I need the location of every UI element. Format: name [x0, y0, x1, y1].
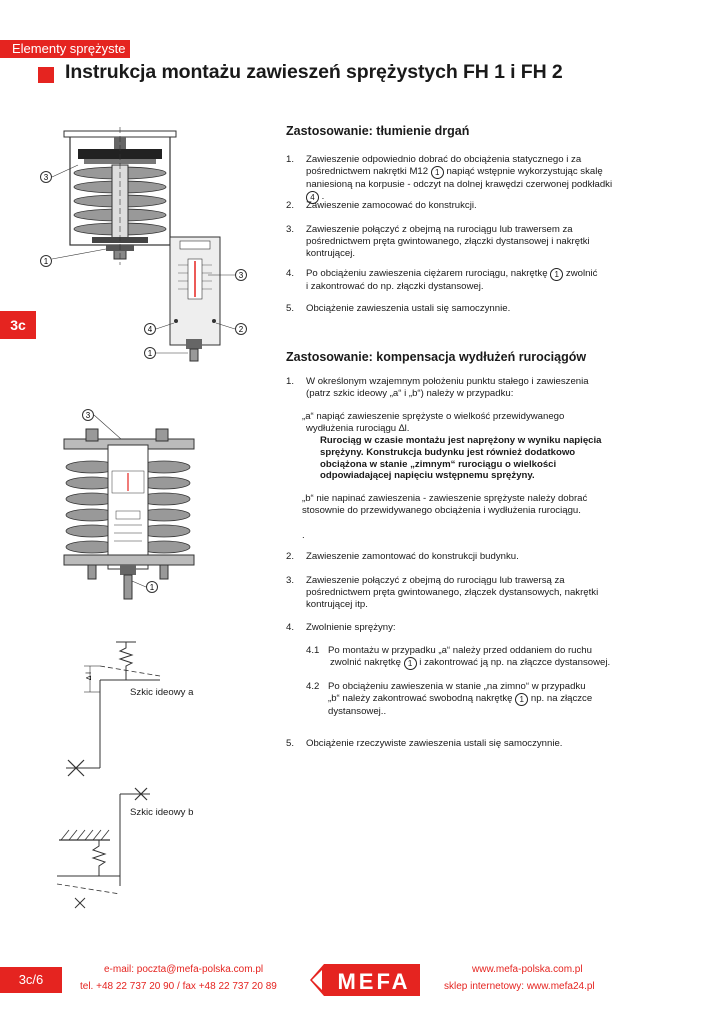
sketch-b-label: Szkic ideowy b	[130, 807, 194, 818]
case-b-text: „b“ nie napinać zawieszenia - zawieszenie sprężyste należy dobrać stosownie do przewidywanego obciążenia i wydłużenia rurociągu.	[302, 493, 588, 516]
footer-phone: tel. +48 22 737 20 90 / fax +48 22 737 20 89	[80, 981, 277, 992]
s2-item-2: 2. Zawieszenie zamontować do konstrukcji budynku.	[286, 551, 519, 562]
callout-1-label-b: 1	[147, 349, 153, 358]
callout-2-label: 2	[238, 325, 244, 334]
category-tag: Elementy sprężyste	[0, 40, 130, 58]
case-a-warning: Rurociąg w czasie montażu jest naprężony w wyniku napięcia sprężyny. Konstrukcja budynku jest również dodatkowo obciążona w stanie „zimnym“ rurociągu o wielkości odpowiadającej napięciu wstępnemu sprężyny.	[320, 435, 602, 482]
page-number: 3c/6	[0, 967, 62, 993]
section1-heading: Zastosowanie: tłumienie drgań	[286, 124, 470, 138]
s2-item-4-2: 4.2 Po obciążeniu zawieszenia w stanie „na zimno“ w przypadku „b“ należy zakontrować swobodną nakrętkę 1 np. na złączce dystansowej..	[306, 681, 593, 717]
callout-1-icon: 1	[550, 268, 563, 281]
callout-1-icon: 1	[515, 693, 528, 706]
s1-item-2: 2. Zawieszenie zamocować do konstrukcji.	[286, 200, 477, 211]
s1-item-1: 1. Zawieszenie odpowiednio dobrać do obciążenia statycznego i za pośrednictwem nakrętki M12 1 napiąć wstępnie wykorzystując skalę naniesioną na korpusie - odczyt na dolnej krawędzi czerwonej podkładki 4 .	[286, 154, 613, 202]
delta-label: ∆ l	[86, 672, 93, 680]
s2-item-5: 5. Obciążenie rzeczywiste zawieszenia ustali się samoczynnie.	[286, 738, 563, 749]
mefa-logo	[310, 960, 420, 1000]
callout-1-icon: 1	[404, 657, 417, 670]
hanger-section-drawing	[38, 125, 268, 365]
s2-item-3: 3. Zawieszenie połączyć z obejmą do rurociągu lub trawersą za pośrednictwem pręta gwintowanego, złączek dystansowych, nakrętki kontrującej itp.	[286, 575, 599, 610]
logo-text: MEFA	[337, 969, 411, 994]
footer-email[interactable]: e-mail: poczta@mefa-polska.com.pl	[104, 964, 264, 975]
case-a-text: „a“ napiąć zawieszenie sprężyste o wielkość przewidywanego wydłużenia rurociągu ∆l.	[302, 411, 565, 434]
side-tab: 3c	[0, 311, 36, 339]
section2-heading: Zastosowanie: kompensacja wydłużeń rurociągów	[286, 350, 587, 364]
separator-dot: .	[302, 530, 305, 541]
sketch-a-drawing	[60, 640, 210, 780]
callout-3-label: 3	[43, 173, 49, 182]
callout-1-icon: 1	[431, 166, 444, 179]
s2-item-1: 1. W określonym wzajemnym położeniu punktu stałego i zawieszenia (patrz szkic ideowy „a“ i „b“) należy w przypadku:	[286, 376, 589, 399]
page-title: Instrukcja montażu zawieszeń sprężystych FH 1 i FH 2	[65, 61, 563, 83]
callout-1-label-c: 1	[149, 583, 155, 592]
sketch-a-label: Szkic ideowy a	[130, 687, 194, 698]
callout-3-label-c: 3	[85, 411, 91, 420]
s2-item-4: 4. Zwolnienie sprężyny:	[286, 622, 396, 633]
footer-website[interactable]: www.mefa-polska.com.pl	[472, 964, 583, 975]
s1-item-4: 4. Po obciążeniu zawieszenia ciężarem rurociągu, nakrętkę 1 zwolnić i zakontrować do np. złączki dystansowej.	[286, 268, 598, 292]
double-hanger-drawing	[60, 405, 220, 605]
callout-1-label: 1	[43, 257, 49, 266]
s2-item-4-1: 4.1 Po montażu w przypadku „a“ należy przed oddaniem do ruchu zwolnić nakrętkę 1 i zakontrować ją np. na złączce dystansowej.	[306, 645, 611, 668]
s1-item-5: 5. Obciążenie zawieszenia ustali się samoczynnie.	[286, 303, 511, 314]
footer-shop[interactable]: sklep internetowy: www.mefa24.pl	[444, 981, 595, 992]
callout-4-label: 4	[147, 325, 153, 334]
s1-item-3: 3. Zawieszenie połączyć z obejmą na rurociągu lub trawersem za pośrednictwem pręta gwintowanego, złączki dystansowej i nakrętki kontrującej.	[286, 224, 590, 259]
callout-3-label-b: 3	[238, 271, 244, 280]
title-marker	[38, 67, 54, 83]
callout-4-icon: 4	[306, 191, 319, 204]
